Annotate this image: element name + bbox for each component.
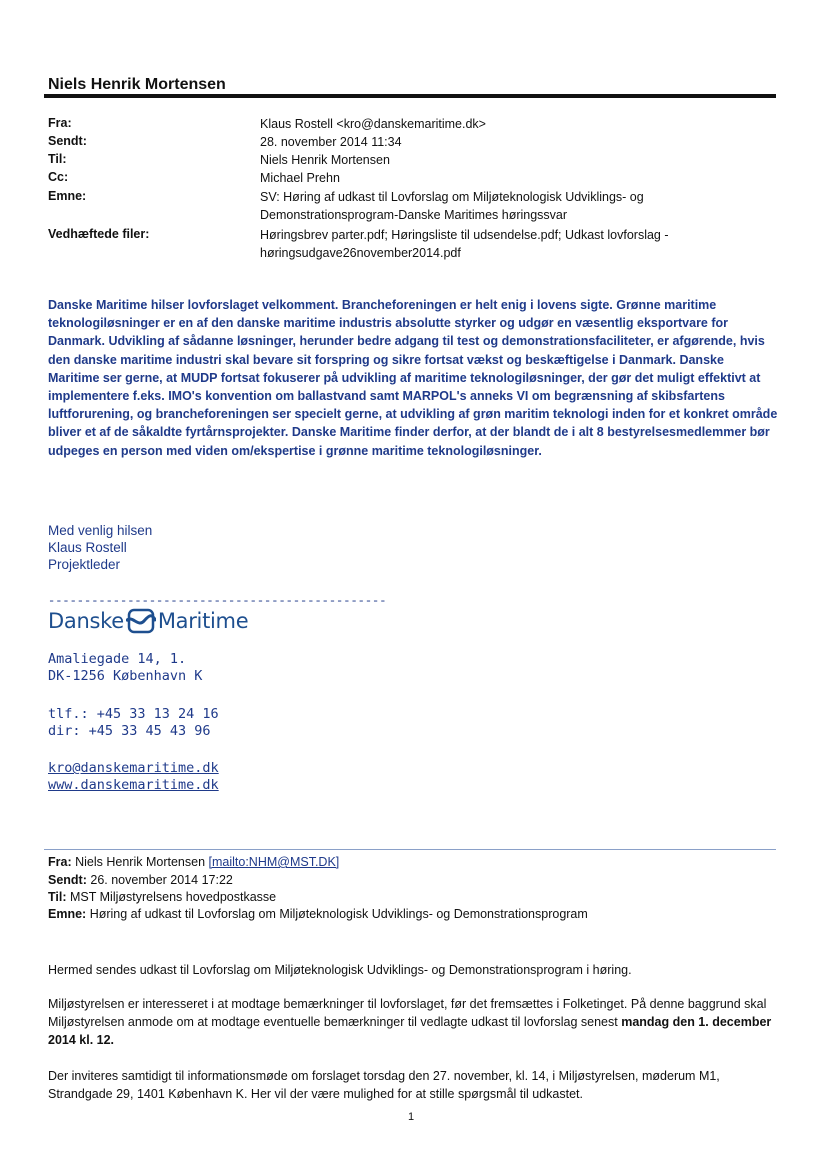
danske-maritime-logo xyxy=(48,607,248,635)
forwarded-subject-value: Høring af udkast til Lovforslag om Miljøteknologisk Udviklings- og Demonstrationsprogram xyxy=(89,907,588,921)
email-link[interactable]: kro@danskemaritime.dk xyxy=(48,760,219,776)
to-label: Til: xyxy=(48,152,67,166)
cc-label: Cc: xyxy=(48,170,69,184)
forwarded-to-label: Til: xyxy=(48,890,67,904)
paragraph-2-deadline: mandag den 1. december 2014 kl. 12. xyxy=(48,1015,772,1047)
forwarded-sent-label: Sendt: xyxy=(48,873,87,887)
address-line-2: DK-1256 København K xyxy=(48,668,203,684)
paragraph-2 xyxy=(48,995,778,1049)
cc-value: Michael Prehn xyxy=(260,171,340,185)
subject-label: Emne: xyxy=(48,189,87,203)
header-divider xyxy=(44,94,776,98)
paragraph-2-text: Miljøstyrelsen er interesseret i at modtage bemærkninger til lovforslaget, før det fremsættes i Folketinget. På denne baggrund skal Miljøstyrelsen anmode om at modtage eventuelle bemærkninger til vedlagte udkast til lovforslag senest xyxy=(48,997,767,1029)
subject-value: SV: Høring af udkast til Lovforslag om Miljøteknologisk Udviklings- og Demonstrationsprogram-Danske Maritimes høringssvar xyxy=(260,190,644,222)
address-line-1: Amaliegade 14, 1. xyxy=(48,651,187,667)
forwarded-sent-line xyxy=(48,872,233,889)
direct-number: dir: +45 33 45 43 96 xyxy=(48,723,211,739)
logo-text-left: Danske xyxy=(48,609,124,633)
sent-label: Sendt: xyxy=(48,134,87,148)
signature-title: Projektleder xyxy=(48,557,121,572)
from-label: Fra: xyxy=(48,116,72,130)
from-value: Klaus Rostell <kro@danskemaritime.dk> xyxy=(260,117,486,131)
attachments-label: Vedhæftede filer: xyxy=(48,227,150,241)
phone-number: tlf.: +45 33 13 24 16 xyxy=(48,706,219,722)
logo-text-right: Maritime xyxy=(157,609,249,633)
forwarded-subject-label: Emne: xyxy=(48,907,87,921)
wave-icon xyxy=(126,608,156,634)
signature-name: Klaus Rostell xyxy=(48,540,127,555)
sent-value: 28. november 2014 11:34 xyxy=(260,135,402,149)
page-number: 1 xyxy=(408,1111,415,1123)
paragraph-3: Der inviteres samtidigt til informationsmøde om forslaget torsdag den 27. november, kl. 14, i Miljøstyrelsen, møderum M1, Strandgade 29, 1401 København K. Her vil der være mulighed for at stille spørgsmål til udkastet. xyxy=(48,1069,720,1101)
forwarded-from-name: Niels Henrik Mortensen xyxy=(75,855,206,869)
reply-body-text: Danske Maritime hilser lovforslaget velkomment. Brancheforeningen er helt enig i lovens sigte. Grønne maritime teknologiløsninger er en af den danske maritime industris absolutte styrker og udgør en væsentlig eksportvare for Danmark. Udvikling af sådanne løsninger, herunder bedre adgang til test og demonstrationsfaciliteter, er afgørende, hvis den danske maritime industri skal bevare sit forspring og sikre fortsat vækst og beskæftigelse i Danmark. Danske Maritime ser gerne, at MUDP fortsat fokuserer på udvikling af maritime teknologiløsninger, der gør det muligt effektivt at implementere f.eks. IMO's konvention om ballastvand samt MARPOL's anneks VI om begrænsning af skibsfartens luftforurening, og brancheforeningen ser specielt gerne, at udvikling af grøn maritim teknologi inden for et konkret område bliver et af de såkaldte fyrtårnsprojekter. Danske Maritime finder derfor, at der blandt de i alt 8 bestyrelsesmedlemmer bør udpeges en person med viden om/ekspertise i grønne maritime teknologiløsninger. xyxy=(48,298,778,458)
forwarded-mailto-link[interactable]: [mailto:NHM@MST.DK] xyxy=(208,855,340,869)
paragraph-1: Hermed sendes udkast til Lovforslag om Miljøteknologisk Udviklings- og Demonstrationsprogram i høring. xyxy=(48,963,632,977)
forwarded-sent-value: 26. november 2014 17:22 xyxy=(90,873,233,887)
signature-closing: Med venlig hilsen xyxy=(48,523,153,538)
website-link[interactable]: www.danskemaritime.dk xyxy=(48,777,219,793)
sender-name-heading: Niels Henrik Mortensen xyxy=(48,76,226,93)
attachments-value: Høringsbrev parter.pdf; Høringsliste til udsendelse.pdf; Udkast lovforslag - høringsudgave26november2014.pdf xyxy=(260,228,669,260)
forwarded-to-line xyxy=(48,889,276,906)
forwarded-subject-line xyxy=(48,906,588,923)
signature-dash-line: ----------------------------------------------- xyxy=(48,594,387,608)
forwarded-from-line xyxy=(48,854,339,871)
forwarded-from-label: Fra: xyxy=(48,855,72,869)
forward-divider xyxy=(44,849,776,850)
forwarded-to-value: MST Miljøstyrelsens hovedpostkasse xyxy=(70,890,277,904)
to-value: Niels Henrik Mortensen xyxy=(260,153,390,167)
